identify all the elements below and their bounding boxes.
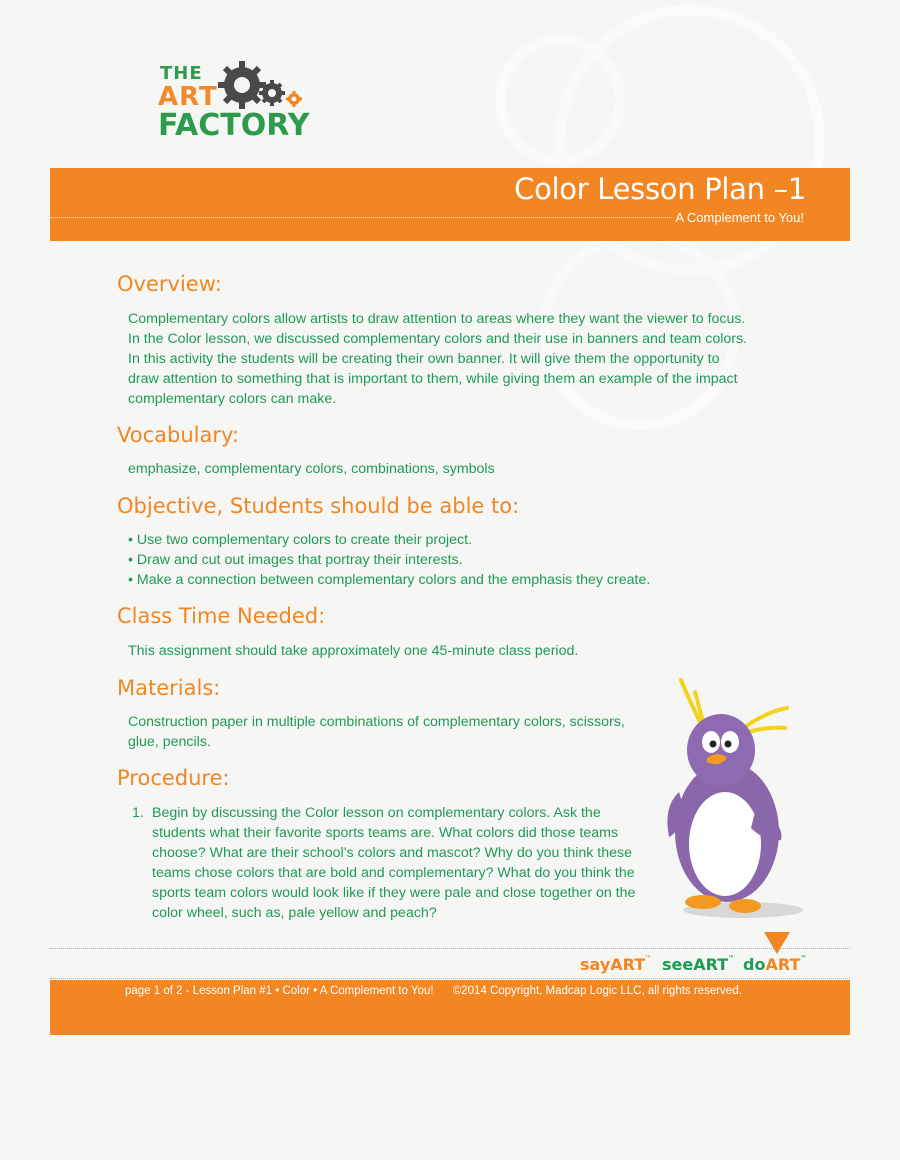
gears-icon [214,55,309,115]
vocabulary-heading: Vocabulary: [117,423,239,447]
say-art-prefix: say [580,955,611,974]
do-art-prefix: do [743,955,766,974]
procedure-item-number: 1. [132,805,144,821]
do-art-tagline [743,955,806,974]
do-art-word: ART [765,955,801,974]
procedure-line: Begin by discussing the Color lesson on complementary colors. Ask the [152,805,601,821]
logo-text-factory: FACTORY [158,108,310,143]
overview-heading: Overview: [117,272,222,296]
see-art-prefix: see [662,955,694,974]
materials-text [128,712,625,752]
document-subtitle: A Complement to You! [672,210,804,225]
say-art-tm: ™ [645,955,652,962]
class-time-heading: Class Time Needed: [117,604,326,628]
footer-divider-top [50,948,850,949]
materials-heading: Materials: [117,676,221,700]
footer-copyright-text: page 1 of 2 - Lesson Plan #1 • Color • A Complement to You! ©2014 Copyright, Madcap Logic LLC, all rights reserved. [125,985,742,997]
objective-item: • Draw and cut out images that portray their interests. [128,552,463,568]
materials-line: Construction paper in multiple combinations of complementary colors, scissors, [128,714,625,730]
procedure-line: teams chose colors that are bold and complementary? What do you think the [152,865,635,881]
vocabulary-text: emphasize, complementary colors, combinations, symbols [128,461,495,477]
do-art-tm: ™ [800,955,807,962]
footer-divider-bottom [50,978,850,979]
procedure-line: color wheel, such as, pale yellow and peach? [152,905,437,921]
footer-banner [50,980,850,1035]
see-art-tagline [662,955,734,974]
say-art-tagline [580,955,651,974]
procedure-item [128,803,648,923]
objective-list [128,530,650,590]
overview-line: draw attention to something that is important to them, while giving them an example of the impact [128,371,738,387]
penguin-mascot-illustration [655,672,820,922]
logo-text-the: THE [160,63,203,84]
materials-line: glue, pencils. [128,734,211,750]
overview-line: Complementary colors allow artists to draw attention to areas where they want the viewer to focus. [128,311,746,327]
overview-line: In this activity the students will be creating their own banner. It will give them the opportunity to [128,351,720,367]
procedure-heading: Procedure: [117,766,230,790]
document-title: Color Lesson Plan –1 [514,172,806,206]
logo-text-art: ART [158,82,218,112]
overview-line: complementary colors can make. [128,391,337,407]
see-art-word: ART [693,955,729,974]
procedure-line: sports team colors would look like if they were pale and close together on the [152,885,636,901]
procedure-list [128,803,648,923]
art-factory-logo [156,55,310,145]
objective-item: • Use two complementary colors to create their project. [128,532,473,548]
say-art-word: ART [610,955,646,974]
class-time-text: This assignment should take approximately one 45-minute class period. [128,643,579,659]
overview-text [128,309,747,409]
procedure-line: students what their favorite sports teams are. What colors did those teams [152,825,619,841]
title-banner [50,168,850,241]
objective-heading: Objective, Students should be able to: [117,494,520,518]
orange-triangle-marker [764,932,790,954]
objective-item: • Make a connection between complementary colors and the emphasis they create. [128,572,651,588]
procedure-line: choose? What are their school’s colors and mascot? Why do you think these [152,845,632,861]
overview-line: In the Color lesson, we discussed complementary colors and their use in banners and team colors. [128,331,748,347]
see-art-tm: ™ [728,955,735,962]
